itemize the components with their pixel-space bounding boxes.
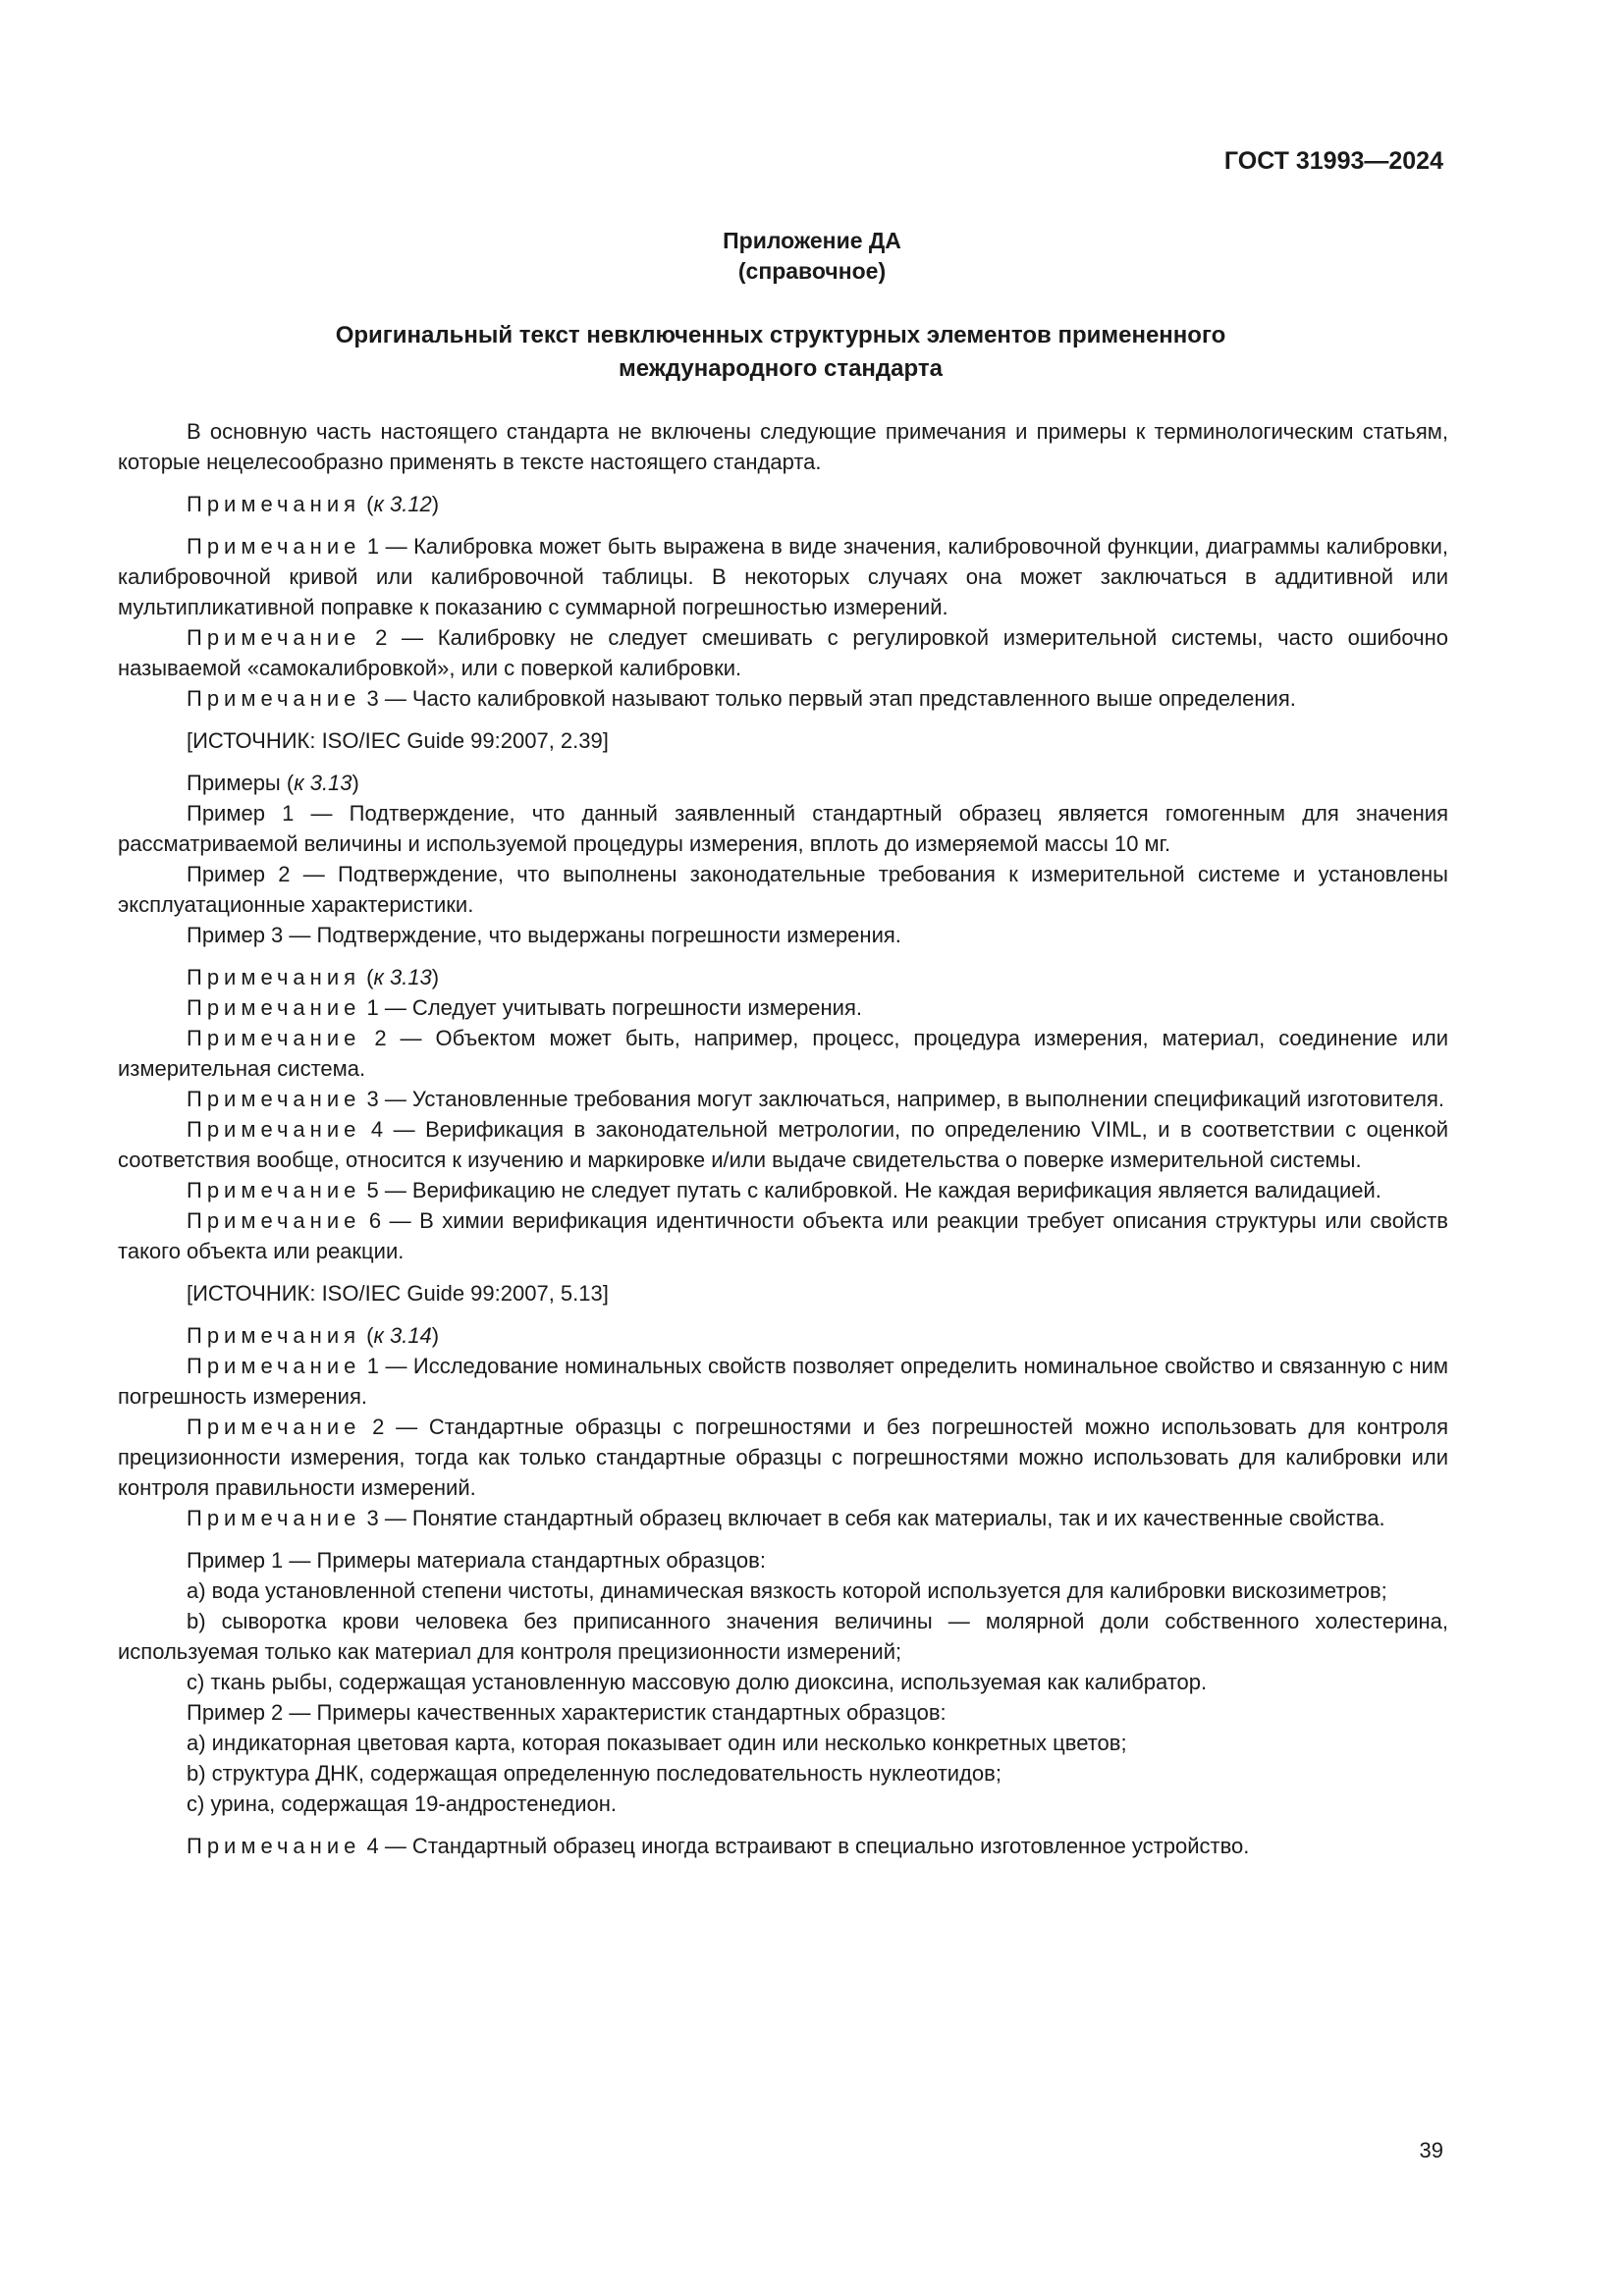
section-title-line-1: Оригинальный текст невключенных структурных элементов примененного xyxy=(335,322,1226,348)
appendix-heading xyxy=(0,226,1624,287)
note-3-14-4: Примечание 4 — Стандартный образец иногда встраивают в специально изготовленное устройство. xyxy=(187,1834,1250,1858)
note-3-13-6: Примечание 6 — В химии верификация идентичности объекта или реакции требует описания структуры или свойств такого объекта или реакции. xyxy=(118,1208,1448,1263)
note-3-13-2: Примечание 2 — Объектом может быть, например, процесс, процедура измерения, материал, соединение или измерительная система. xyxy=(118,1026,1448,1081)
notes-heading-3-13: Примечания (к 3.13) xyxy=(187,965,440,989)
note-3-14-2: Примечание 2 — Стандартные образцы с погрешностями и без погрешностей можно использовать для контроля прецизионности измерения, тогда как только стандартные образцы с погрешностями можно использовать для калибровки или контроля правильности измерений. xyxy=(118,1415,1448,1500)
note-3-12-1: Примечание 1 — Калибровка может быть выражена в виде значения, калибровочной функции, диаграммы калибровки, калибровочной кривой или калибровочной таблицы. В некоторых случаях она может заключаться в аддитивной или мультипликативной поправке к показанию с суммарной погрешностью измерений. xyxy=(118,534,1448,619)
source-3-12: [ИСТОЧНИК: ISO/IEC Guide 99:2007, 2.39] xyxy=(187,728,609,753)
example-3-13-3: Пример 3 — Подтверждение, что выдержаны погрешности измерения. xyxy=(187,923,901,947)
example-3-13-2: Пример 2 — Подтверждение, что выполнены законодательные требования к измерительной системе и установлены эксплуатационные характеристики. xyxy=(118,862,1448,917)
example-3-14-1-c: c) ткань рыбы, содержащая установленную массовую долю диоксина, используемая как калибратор. xyxy=(187,1670,1208,1694)
note-3-13-1: Примечание 1 — Следует учитывать погрешности измерения. xyxy=(187,995,862,1020)
example-3-14-2-c: c) урина, содержащая 19-андростенедион. xyxy=(187,1791,618,1816)
example-3-14-1-a: a) вода установленной степени чистоты, динамическая вязкость которой используется для калибровки вискозиметров; xyxy=(187,1578,1387,1603)
appendix-type: (справочное) xyxy=(737,258,887,284)
example-3-14-2: Пример 2 — Примеры качественных характеристик стандартных образцов: xyxy=(187,1700,947,1725)
appendix-label: Приложение ДА xyxy=(723,228,901,253)
notes-heading-3-14: Примечания (к 3.14) xyxy=(187,1323,440,1348)
notes-heading-3-12: Примечания (к 3.12) xyxy=(187,492,440,516)
example-3-14-1-b: b) сыворотка крови человека без приписанного значения величины — молярной доли собственного холестерина, используемая только как материал для контроля прецизионности измерений; xyxy=(118,1609,1448,1664)
section-title-line-2: международного стандарта xyxy=(619,355,943,382)
note-3-14-3: Примечание 3 — Понятие стандартный образец включает в себя как материалы, так и их качественные свойства. xyxy=(187,1506,1385,1530)
section-title xyxy=(196,319,1365,386)
note-3-14-1: Примечание 1 — Исследование номинальных свойств позволяет определить номинальное свойство и связанную с ним погрешность измерения. xyxy=(118,1354,1448,1409)
body-text xyxy=(118,416,1448,1861)
intro-paragraph: В основную часть настоящего стандарта не включены следующие примечания и примеры к терминологическим статьям, которые нецелесообразно применять в тексте настоящего стандарта. xyxy=(118,419,1448,474)
note-3-12-3: Примечание 3 — Часто калибровкой называют только первый этап представленного выше определения. xyxy=(187,686,1296,711)
source-3-13: [ИСТОЧНИК: ISO/IEC Guide 99:2007, 5.13] xyxy=(187,1281,609,1306)
note-3-13-3: Примечание 3 — Установленные требования могут заключаться, например, в выполнении спецификаций изготовителя. xyxy=(187,1087,1445,1111)
note-3-13-4: Примечание 4 — Верификация в законодательной метрологии, по определению VIML, и в соответствии с оценкой соответствия вообще, относится к изучению и маркировке и/или выдаче свидетельства о поверке измерительной системы. xyxy=(118,1117,1448,1172)
standard-code: ГОСТ 31993—2024 xyxy=(1223,147,1443,175)
example-3-14-2-a: a) индикаторная цветовая карта, которая показывает один или несколько конкретных цветов; xyxy=(187,1731,1127,1755)
page-number: 39 xyxy=(1419,2138,1443,2163)
note-3-13-5: Примечание 5 — Верификацию не следует путать с калибровкой. Не каждая верификация является валидацией. xyxy=(187,1178,1381,1202)
example-3-14-2-b: b) структура ДНК, содержащая определенную последовательность нуклеотидов; xyxy=(187,1761,1001,1786)
examples-heading-3-13: Примеры (к 3.13) xyxy=(187,771,359,795)
note-3-12-2: Примечание 2 — Калибровку не следует смешивать с регулировкой измерительной системы, часто ошибочно называемой «самокалибровкой», или с поверкой калибровки. xyxy=(118,625,1449,680)
example-3-14-1: Пример 1 — Примеры материала стандартных образцов: xyxy=(187,1548,766,1573)
example-3-13-1: Пример 1 — Подтверждение, что данный заявленный стандартный образец является гомогенным для значения рассматриваемой величины и используемой процедуры измерения, вплоть до измеряемой массы 10 мг. xyxy=(118,801,1448,856)
